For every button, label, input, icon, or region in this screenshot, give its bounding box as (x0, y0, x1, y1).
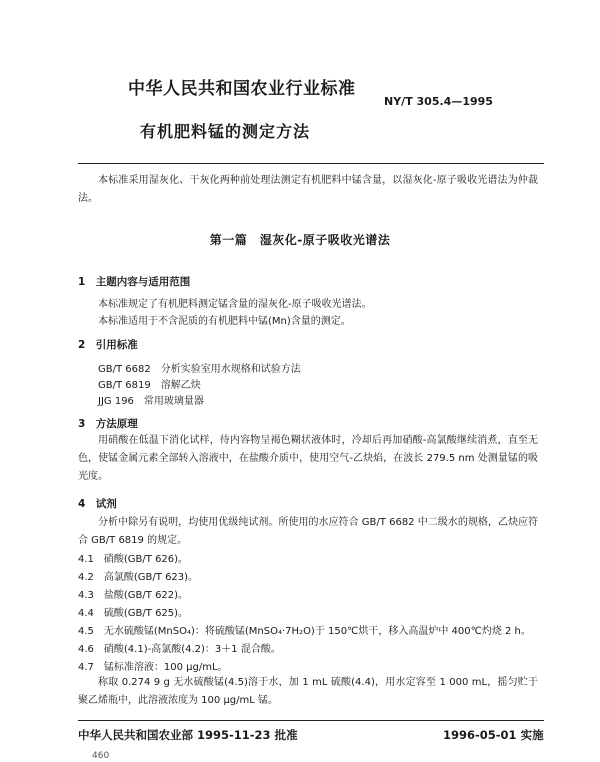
reagent-item: 4.5 无水硫酸锰(MnSO₄)：将硫酸锰(MnSO₄·7H₂O)于 150℃烘干，移入高温炉中 400℃灼烧 2 h。 (78, 626, 531, 637)
reagent-item: 4.6 硝酸(4.1)-高氯酸(4.2)：3＋1 混合酸。 (78, 644, 281, 655)
reagent-item: 4.3 盐酸(GB/T 622)。 (78, 590, 189, 601)
standard-name: 中华人民共和国农业行业标准 (128, 79, 356, 99)
reference-item: JJG 196 常用玻璃量器 (98, 396, 204, 407)
section-1-para-2: 本标准适用于不含泥质的有机肥料中锰(Mn)含量的测定。 (98, 316, 351, 327)
reagent-item: 4.2 高氯酸(GB/T 623)。 (78, 572, 199, 583)
intro-paragraph: 本标准采用湿灰化、干灰化两种前处理法测定有机肥料中锰含量，以湿灰化-原子吸收光谱法为仲裁法。 (78, 175, 538, 204)
section-4-heading: 4 试剂 (78, 498, 117, 510)
reference-item: GB/T 6682 分析实验室用水规格和试验方法 (98, 364, 301, 375)
section-1-heading: 1 主题内容与适用范围 (78, 276, 191, 288)
header-divider (78, 163, 544, 164)
page-number: 460 (92, 751, 110, 761)
reagent-item: 4.1 硝酸(GB/T 626)。 (78, 554, 189, 565)
part-title: 第一篇 湿灰化-原子吸收光谱法 (209, 233, 391, 247)
document-title: 有机肥料锰的测定方法 (140, 122, 311, 141)
section-3-heading: 3 方法原理 (78, 418, 138, 430)
section-2-heading: 2 引用标准 (78, 339, 138, 351)
reference-item: GB/T 6819 溶解乙炔 (98, 380, 201, 391)
footer-divider (78, 720, 544, 721)
reagent-item: 4.4 硫酸(GB/T 625)。 (78, 608, 189, 619)
standard-solution-prep: 称取 0.274 9 g 无水硫酸锰(4.5)溶于水，加 1 mL 硫酸(4.4)，用水定容至 1 000 mL，摇匀贮于聚乙烯瓶中，此溶液浓度为 100 μg/mL 锰。 (78, 677, 538, 706)
standard-code: NY/T 305.4—1995 (384, 95, 493, 108)
section-3-paragraph: 用硝酸在低温下消化试样，待内容物呈褐色糊状液体时，冷却后再加硝酸-高氯酸继续消煮，直至无色，使锰金属元素全部转入溶液中，在盐酸介质中，使用空气-乙炔焰，在波长 279.5 nm 处测量锰的吸光度。 (78, 435, 538, 482)
approval-date: 中华人民共和国农业部 1995-11-23 批准 (78, 728, 298, 742)
section-4-paragraph: 分析中除另有说明，均使用优级纯试剂。所使用的水应符合 GB/T 6682 中二级水的规格，乙炔应符合 GB/T 6819 的规定。 (78, 517, 538, 546)
section-1-para-1: 本标准规定了有机肥料测定锰含量的湿灰化-原子吸收光谱法。 (98, 299, 372, 310)
reagent-item: 4.7 锰标准溶液：100 μg/mL。 (78, 662, 228, 673)
effective-date: 1996-05-01 实施 (443, 728, 544, 742)
